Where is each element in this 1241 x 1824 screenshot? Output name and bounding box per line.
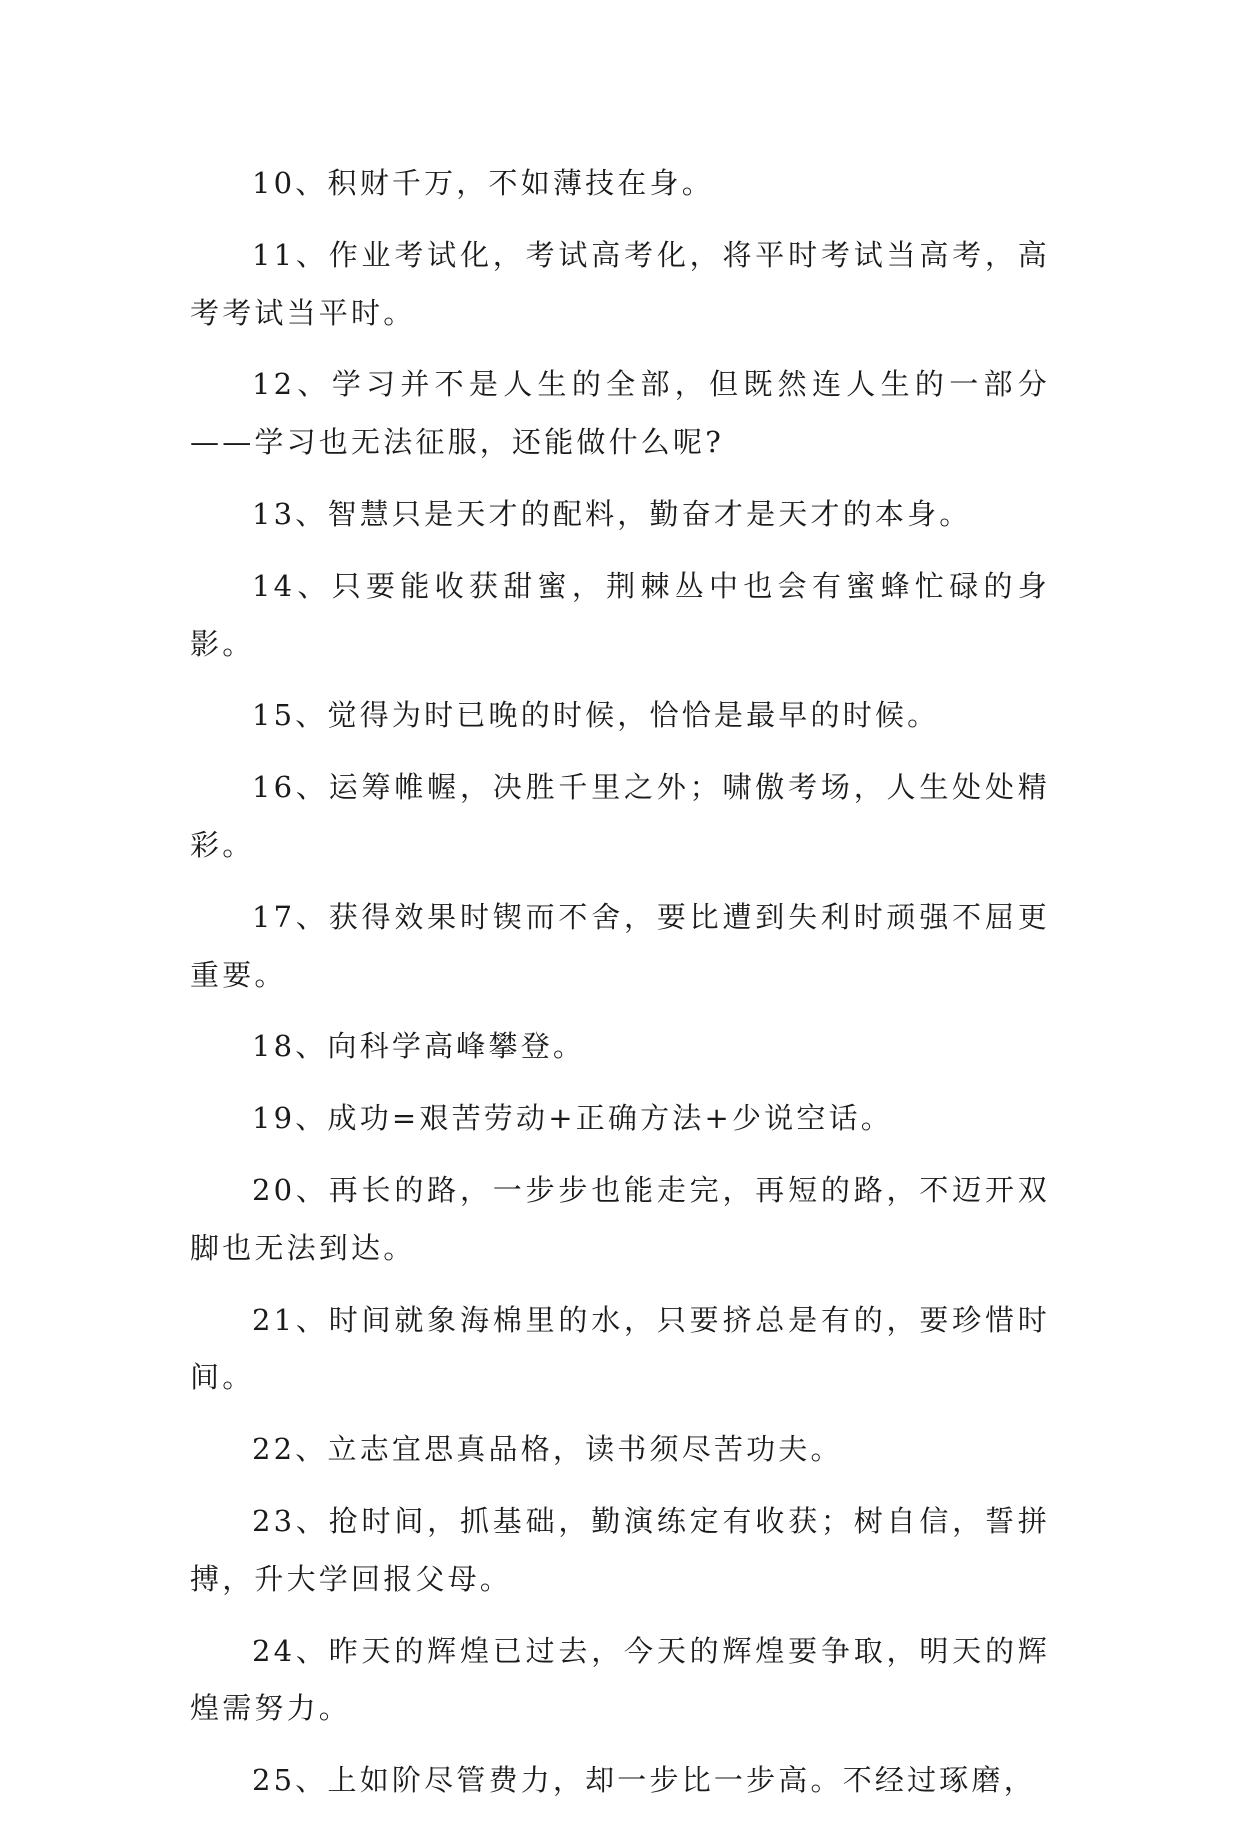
paragraph-25: 25、上如阶尽管费力，却一步比一步高。不经过琢磨， — [252, 1763, 1036, 1798]
paragraph-19: 19、成功=艰苦劳动+正确方法+少说空话。 — [252, 1101, 893, 1136]
paragraph-12: 12、学习并不是人生的全部，但既然连人生的一部分——学习也无法征服，还能做什么呢? — [190, 367, 1050, 460]
document-body — [190, 155, 1050, 1824]
paragraph-20: 20、再长的路，一步步也能走完，再短的路，不迈开双脚也无法到达。 — [190, 1172, 1050, 1265]
paragraph-24: 24、昨天的辉煌已过去，今天的辉煌要争取，明天的辉煌需努力。 — [190, 1633, 1050, 1726]
paragraph-23: 23、抢时间，抓基础，勤演练定有收获；树自信，誓拼搏，升大学回报父母。 — [190, 1503, 1050, 1596]
paragraph-15: 15、觉得为时已晚的时候，恰恰是最早的时候。 — [252, 698, 940, 733]
paragraph-21: 21、时间就象海棉里的水，只要挤总是有的，要珍惜时间。 — [190, 1302, 1050, 1395]
paragraph-17: 17、获得效果时锲而不舍，要比遭到失利时顽强不屈更重要。 — [190, 899, 1050, 992]
paragraph-11: 11、作业考试化，考试高考化，将平时考试当高考，高考考试当平时。 — [190, 237, 1050, 330]
paragraph-14: 14、只要能收获甜蜜，荆棘丛中也会有蜜蜂忙碌的身影。 — [190, 568, 1050, 661]
paragraph-10: 10、积财千万，不如薄技在身。 — [252, 166, 714, 200]
paragraph-22: 22、立志宜思真品格，读书须尽苦功夫。 — [252, 1432, 843, 1467]
paragraph-13: 13、智慧只是天才的配料，勤奋才是天才的本身。 — [252, 496, 972, 531]
paragraph-18: 18、向科学高峰攀登。 — [252, 1029, 586, 1064]
paragraph-16: 16、运筹帷幄，决胜千里之外；啸傲考场，人生处处精彩。 — [190, 770, 1050, 862]
